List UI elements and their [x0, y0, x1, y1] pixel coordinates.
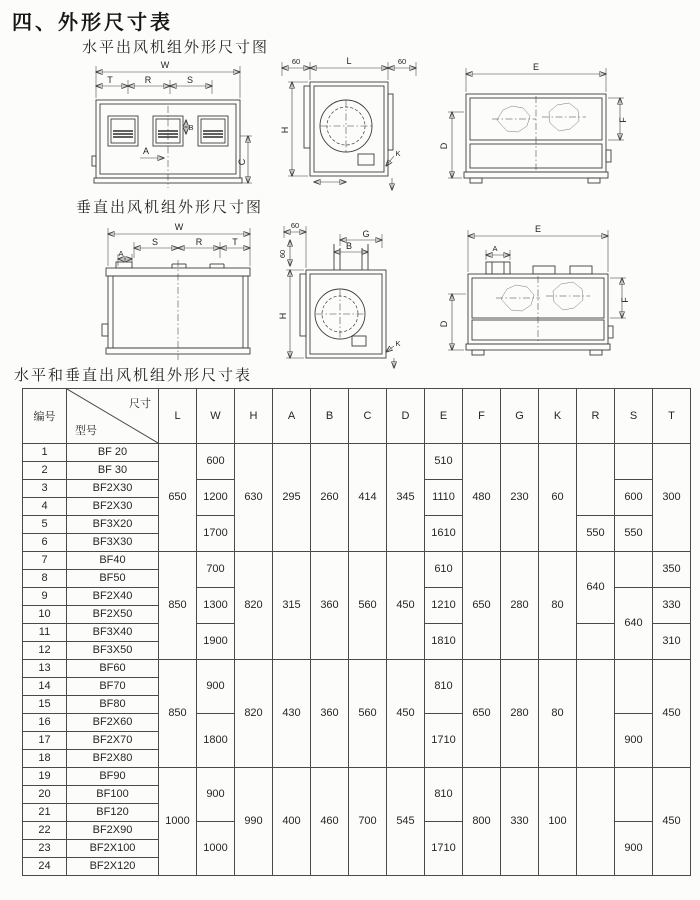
row-number-cell: 3: [23, 480, 67, 498]
model-cell: BF2X100: [67, 840, 159, 858]
row-number-cell: 18: [23, 750, 67, 768]
dim-label-a: A: [118, 249, 124, 258]
table-title: 水平和垂直出风机组外形尺寸表: [14, 367, 253, 384]
model-cell: BF3X50: [67, 642, 159, 660]
dim-value-cell: 650: [463, 660, 501, 768]
row-number-cell: 13: [23, 660, 67, 678]
dim-label-g: G: [362, 229, 370, 239]
dim-value-cell: 300: [653, 444, 691, 552]
dim-value-cell: 630: [235, 444, 273, 552]
header-col-l: L: [159, 389, 197, 444]
table-row: [23, 660, 691, 678]
header-col-k: K: [539, 389, 577, 444]
header-col-w: W: [197, 389, 235, 444]
dim-value-cell: 1900: [197, 624, 235, 660]
header-col-b: B: [311, 389, 349, 444]
dimension-lines: [448, 230, 626, 350]
dim-label-r: R: [144, 75, 152, 85]
dim-label-d: D: [439, 142, 449, 150]
dim-label-d: D: [439, 320, 449, 328]
dim-label-h: H: [278, 312, 288, 320]
cabinet-outline: [466, 262, 613, 355]
dim-value-cell: 330: [501, 768, 539, 876]
row-number-cell: 5: [23, 516, 67, 534]
drawing-horizontal-rear: [436, 54, 646, 196]
subtitle-horizontal: 水平出风机组外形尺寸图: [82, 39, 270, 56]
row-number-cell: 19: [23, 768, 67, 786]
drawing-vertical-side: [276, 218, 428, 372]
model-cell: BF50: [67, 570, 159, 588]
dim-value-cell: 1810: [425, 624, 463, 660]
fan-grilles: [108, 106, 228, 188]
dim-label-60-top: 60: [290, 221, 300, 230]
dim-label-l: L: [346, 56, 352, 66]
dim-value-cell: [615, 444, 653, 480]
model-cell: BF2X120: [67, 858, 159, 876]
dim-label-60-left: 60: [278, 249, 287, 259]
drawing-horizontal-side: [276, 54, 428, 196]
row-number-cell: 17: [23, 732, 67, 750]
row-number-cell: 22: [23, 822, 67, 840]
dim-value-cell: 700: [197, 552, 235, 588]
header-col-c: C: [349, 389, 387, 444]
row-number-cell: 7: [23, 552, 67, 570]
inlet-mesh: [496, 276, 590, 342]
fan-scroll: [320, 100, 374, 165]
row-number-cell: 6: [23, 534, 67, 552]
dim-value-cell: 560: [349, 552, 387, 660]
dim-value-cell: 550: [615, 516, 653, 552]
dim-value-cell: 820: [235, 552, 273, 660]
row-number-cell: 16: [23, 714, 67, 732]
dimension-table-body: [23, 444, 691, 876]
dim-value-cell: 60: [539, 444, 577, 552]
model-cell: BF2X90: [67, 822, 159, 840]
model-cell: BF 30: [67, 462, 159, 480]
dim-value-cell: 1300: [197, 588, 235, 624]
dim-value-cell: 1610: [425, 516, 463, 552]
header-col-h: H: [235, 389, 273, 444]
dim-value-cell: 350: [653, 552, 691, 588]
dim-value-cell: 280: [501, 552, 539, 660]
dim-label-w: W: [160, 60, 170, 70]
dim-value-cell: [615, 660, 653, 714]
dim-value-cell: 810: [425, 768, 463, 822]
dim-label-h: H: [280, 126, 290, 134]
header-col-d: D: [387, 389, 425, 444]
dim-value-cell: 545: [387, 768, 425, 876]
model-cell: BF90: [67, 768, 159, 786]
dim-value-cell: 1700: [197, 516, 235, 552]
dim-value-cell: [577, 444, 615, 516]
dim-value-cell: 260: [311, 444, 349, 552]
dim-value-cell: 460: [311, 768, 349, 876]
dim-value-cell: 850: [159, 552, 197, 660]
dim-value-cell: 640: [577, 552, 615, 624]
dim-value-cell: 850: [159, 660, 197, 768]
dim-label-a: A: [492, 244, 498, 253]
cabinet-outline: [304, 82, 393, 176]
dim-value-cell: 900: [197, 768, 235, 822]
dim-value-cell: 650: [463, 552, 501, 660]
dim-label-60-left: 60: [291, 57, 301, 66]
dim-value-cell: 900: [615, 714, 653, 768]
dim-label-f: F: [618, 117, 628, 123]
row-number-cell: 14: [23, 678, 67, 696]
dim-value-cell: [577, 624, 615, 660]
dimension-lines: [284, 226, 394, 368]
dim-value-cell: 295: [273, 444, 311, 552]
dim-label-60-right: 60: [397, 57, 407, 66]
dim-value-cell: [615, 768, 653, 822]
model-cell: BF 20: [67, 444, 159, 462]
row-number-cell: 23: [23, 840, 67, 858]
dim-label-b: B: [345, 241, 353, 251]
row-number-cell: 8: [23, 570, 67, 588]
dim-value-cell: 560: [349, 660, 387, 768]
dim-label-r: R: [195, 237, 203, 247]
cabinet-outline: [300, 244, 386, 358]
header-col-f: F: [463, 389, 501, 444]
inlet-mesh: [492, 96, 586, 170]
dim-value-cell: 480: [463, 444, 501, 552]
row-number-cell: 2: [23, 462, 67, 480]
header-model-label: 型号: [75, 425, 97, 437]
header-model-dim: [67, 389, 159, 444]
page-title: 四、外形尺寸表: [12, 12, 173, 34]
header-dim-label: 尺寸: [129, 398, 151, 410]
header-col-e: E: [425, 389, 463, 444]
dim-value-cell: [577, 768, 615, 876]
dim-value-cell: 700: [349, 768, 387, 876]
dim-label-b: B: [188, 123, 194, 132]
header-col-r: R: [577, 389, 615, 444]
row-number-cell: 21: [23, 804, 67, 822]
model-cell: BF60: [67, 660, 159, 678]
dim-value-cell: 345: [387, 444, 425, 552]
model-cell: BF2X30: [67, 498, 159, 516]
dim-value-cell: 650: [159, 444, 197, 552]
model-cell: BF2X40: [67, 588, 159, 606]
dim-value-cell: 1800: [197, 714, 235, 768]
dim-value-cell: 600: [615, 480, 653, 516]
dim-value-cell: 450: [653, 768, 691, 876]
dim-value-cell: 80: [539, 552, 577, 660]
dim-value-cell: 1110: [425, 480, 463, 516]
header-col-s: S: [615, 389, 653, 444]
dim-value-cell: 450: [387, 552, 425, 660]
drawing-horizontal-front: [80, 54, 260, 196]
header-col-a: A: [273, 389, 311, 444]
dim-value-cell: 510: [425, 444, 463, 480]
table-row: [23, 552, 691, 570]
dim-value-cell: 280: [501, 660, 539, 768]
row-number-cell: 1: [23, 444, 67, 462]
dim-value-cell: 360: [311, 660, 349, 768]
dim-value-cell: 315: [273, 552, 311, 660]
fan-scroll: [315, 289, 366, 346]
row-number-cell: 4: [23, 498, 67, 516]
model-cell: BF2X50: [67, 606, 159, 624]
dim-value-cell: 1210: [425, 588, 463, 624]
drawing-vertical-rear: [436, 218, 646, 372]
dim-value-cell: 430: [273, 660, 311, 768]
dimension-lines: [108, 228, 250, 266]
header-col-t: T: [653, 389, 691, 444]
dim-value-cell: 360: [311, 552, 349, 660]
dim-value-cell: [577, 660, 615, 768]
dim-label-k: K: [395, 339, 401, 348]
dim-value-cell: 610: [425, 552, 463, 588]
dim-label-s: S: [151, 237, 159, 247]
row-number-cell: 12: [23, 642, 67, 660]
dim-value-cell: 414: [349, 444, 387, 552]
model-cell: BF2X70: [67, 732, 159, 750]
drawing-vertical-front: [92, 218, 270, 368]
dimension-table: [22, 388, 691, 876]
model-cell: BF120: [67, 804, 159, 822]
dim-label-t: T: [107, 75, 113, 85]
dim-label-f: F: [620, 297, 630, 303]
dim-label-a: A: [142, 146, 150, 156]
cabinet-outline: [102, 260, 250, 360]
model-cell: BF3X40: [67, 624, 159, 642]
header-no: 编号: [23, 389, 67, 444]
dim-value-cell: 100: [539, 768, 577, 876]
row-number-cell: 24: [23, 858, 67, 876]
dim-value-cell: 640: [615, 588, 653, 660]
dim-value-cell: 400: [273, 768, 311, 876]
dim-label-t: T: [232, 237, 238, 247]
dim-value-cell: 450: [653, 660, 691, 768]
row-number-cell: 10: [23, 606, 67, 624]
header-col-g: G: [501, 389, 539, 444]
dim-value-cell: 1710: [425, 714, 463, 768]
dim-label-s: S: [186, 75, 194, 85]
dim-value-cell: 800: [463, 768, 501, 876]
model-cell: BF40: [67, 552, 159, 570]
dim-label-w: W: [174, 222, 184, 232]
dim-label-e: E: [532, 62, 540, 72]
table-row: [23, 444, 691, 462]
dim-value-cell: 820: [235, 660, 273, 768]
dim-value-cell: 1000: [197, 822, 235, 876]
dim-value-cell: 900: [197, 660, 235, 714]
dim-value-cell: 990: [235, 768, 273, 876]
dim-value-cell: 810: [425, 660, 463, 714]
cabinet-outline: [92, 100, 242, 183]
dim-value-cell: 80: [539, 660, 577, 768]
dim-value-cell: 450: [387, 660, 425, 768]
dim-value-cell: 550: [577, 516, 615, 552]
subtitle-vertical: 垂直出风机组外形尺寸图: [76, 199, 264, 216]
dim-label-k: K: [395, 149, 401, 158]
model-cell: BF3X30: [67, 534, 159, 552]
dim-value-cell: 330: [653, 588, 691, 624]
dim-value-cell: 1000: [159, 768, 197, 876]
model-cell: BF70: [67, 678, 159, 696]
model-cell: BF80: [67, 696, 159, 714]
model-cell: BF2X80: [67, 750, 159, 768]
row-number-cell: 9: [23, 588, 67, 606]
row-number-cell: 15: [23, 696, 67, 714]
dim-value-cell: 600: [197, 444, 235, 480]
row-number-cell: 20: [23, 786, 67, 804]
dim-label-e: E: [534, 224, 542, 234]
dim-label-c: C: [237, 158, 247, 166]
cabinet-outline: [464, 94, 611, 183]
table-row: [23, 768, 691, 786]
table-header-row: [23, 389, 691, 444]
dimension-lines: [96, 66, 252, 183]
dim-value-cell: 310: [653, 624, 691, 660]
dim-value-cell: 1200: [197, 480, 235, 516]
dim-value-cell: 230: [501, 444, 539, 552]
row-number-cell: 11: [23, 624, 67, 642]
model-cell: BF3X20: [67, 516, 159, 534]
model-cell: BF100: [67, 786, 159, 804]
model-cell: BF2X60: [67, 714, 159, 732]
model-cell: BF2X30: [67, 480, 159, 498]
dim-value-cell: 1710: [425, 822, 463, 876]
dim-value-cell: 900: [615, 822, 653, 876]
dim-value-cell: [615, 552, 653, 588]
